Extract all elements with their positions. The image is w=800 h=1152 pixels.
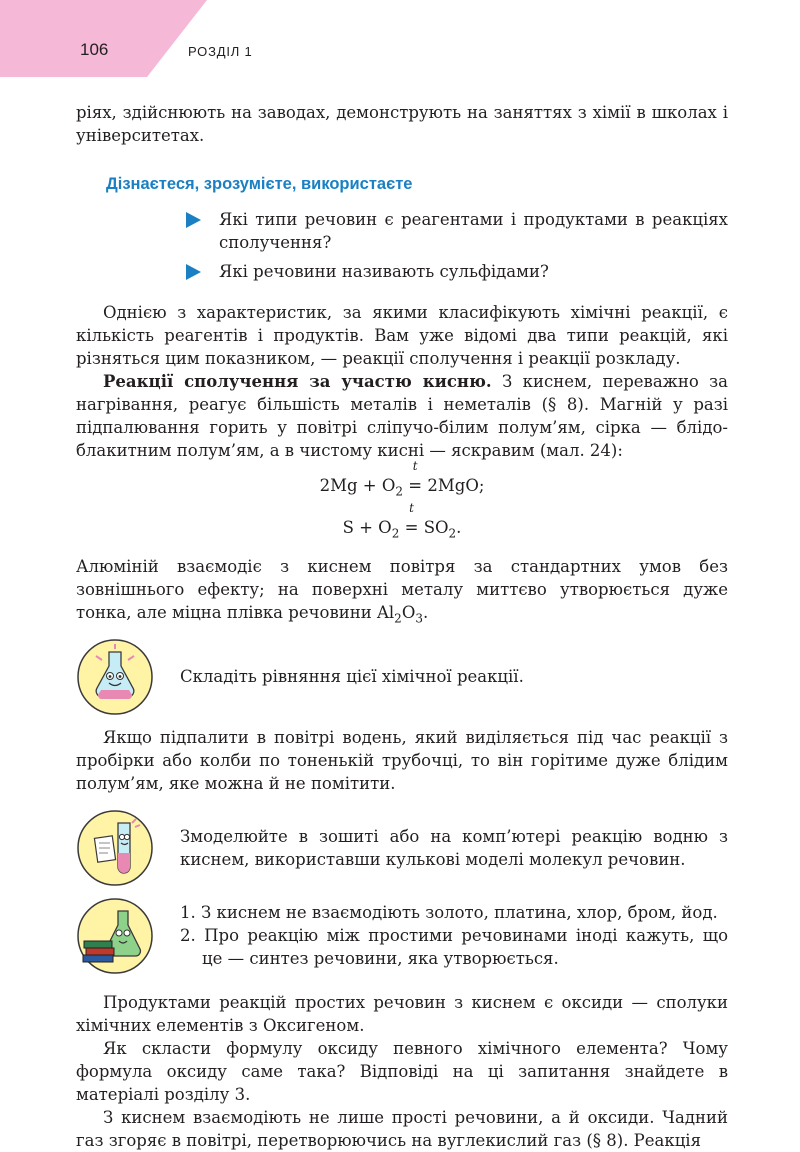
task-text: Складіть рівняння цієї хімічної реакції. xyxy=(180,667,524,687)
paragraph-intro: ріях, здійснюють на заводах, демонструють на заняттях з хімії в школах і університетах. xyxy=(76,103,728,145)
paragraph-hydrogen: Якщо підпалити в повітрі водень, який виділяється під час реакції з пробірки або колби по тоненькій трубочці, то він горітиме дуже блідим полум’ям, яке можна й не помітити. xyxy=(76,727,728,793)
task-text: Змоделюйте в зошиті або на комп’ютері реакцію водню з киснем, використавши кулькові моделі молекул речовин. xyxy=(180,826,728,869)
learn-heading: Дізнаєтеся, зрозумієте, використаєте xyxy=(106,175,413,193)
page-content xyxy=(76,101,728,1152)
equation-sulfur xyxy=(76,501,728,546)
eq-subscript: 2 xyxy=(391,526,400,541)
eq-condition: t xyxy=(412,459,418,473)
formula-subscript: 3 xyxy=(415,610,423,625)
header-corner-shape xyxy=(0,0,800,80)
task-box-1 xyxy=(76,638,728,716)
flask-character-icon xyxy=(76,638,154,716)
fact-item: 2. Про реакцію між простими речовинами іноді кажуть, що це — синтез речовини, яка утворюється. xyxy=(180,926,728,969)
paragraph-text: З киснем, переважно за нагрівання, реагує більшість металів і неметалів (§ 8). Магній у разі підпалювання горить у повітрі сліпучо-білим полум’ям, сірка — блідо-блакитним полум’ям, а в чистому кисні — яскравим (мал. 24): xyxy=(76,372,728,460)
flask-with-books-icon xyxy=(76,897,154,975)
paragraph-formula: Як скласти формулу оксиду певного хімічного елемента? Чому формула оксиду саме така? Відповіді на ці запитання знайдете в матеріалі розділу 3. xyxy=(76,1038,728,1104)
eq-equals: = xyxy=(404,518,419,538)
eq-part: 2Mg + O xyxy=(319,476,396,495)
section-label: РОЗДІЛ 1 xyxy=(188,44,253,59)
eq-sign xyxy=(404,501,419,541)
eq-subscript: 2 xyxy=(395,484,404,499)
learn-list xyxy=(186,208,728,283)
paragraph-oxides: Продуктами реакцій простих речовин з киснем є оксиди — сполуки хімічних елементів з Оксигеном. xyxy=(76,992,728,1035)
bold-term: Реакції сполучення за участю кисню. xyxy=(103,372,492,391)
eq-subscript: 2 xyxy=(448,526,457,541)
task-box-2 xyxy=(76,809,728,887)
eq-condition: t xyxy=(409,501,414,516)
fact-item: 1. З киснем не взаємодіють золото, платина, хлор, бром, йод. xyxy=(180,903,718,923)
learn-item xyxy=(186,208,728,254)
triangle-bullet-icon xyxy=(186,264,201,280)
formula-part: O xyxy=(401,602,416,622)
formula-part: . xyxy=(422,602,429,622)
paragraph-aluminium xyxy=(76,555,728,630)
equation-magnesium xyxy=(76,459,728,504)
learn-item-text: Які речовини називають сульфідами? xyxy=(219,262,549,281)
task-box-3 xyxy=(76,897,728,975)
paragraph-oxygen-reactions xyxy=(76,370,728,462)
eq-part: S + O xyxy=(342,518,392,538)
task-body xyxy=(180,901,728,970)
paragraph-reaction-types: Однією з характеристик, за якими класифікують хімічні реакції, є кількість реагентів і продуктів. Вам уже відомі два типи реакцій, які різняться цим показником, — реакції сполучення і реакції розкладу. xyxy=(76,303,728,368)
eq-part: SO xyxy=(423,518,449,538)
eq-sign xyxy=(408,459,423,499)
fact-list xyxy=(180,901,728,970)
formula-subscript: 2 xyxy=(394,610,402,625)
eq-part: . xyxy=(456,518,462,538)
paragraph-text: Алюміній взаємодіє з киснем повітря за стандартних умов без зовнішнього ефекту; на поверхні металу миттєво утворюється дуже тонка, але міцна плівка речовини Al xyxy=(76,556,728,622)
eq-equals: = xyxy=(408,476,423,495)
page-number: 106 xyxy=(80,40,109,59)
triangle-bullet-icon xyxy=(186,212,201,228)
test-tube-character-icon xyxy=(76,809,154,887)
learn-item-text: Які типи речовин є реагентами і продуктами в реакціях сполучення? xyxy=(219,210,728,252)
learn-item xyxy=(186,260,728,283)
paragraph-carbon-monoxide: З киснем взаємодіють не лише прості речовини, а й оксиди. Чадний газ згоряє в повітрі, перетворюючись на вуглекислий газ (§ 8). Реакція xyxy=(76,1107,728,1150)
eq-part: 2MgO; xyxy=(427,476,485,495)
